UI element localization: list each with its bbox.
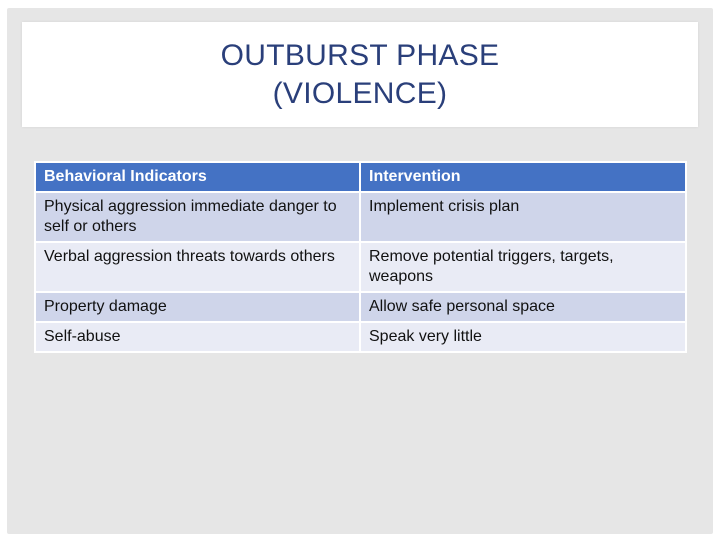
table-cell-indicator: Verbal aggression threats towards others bbox=[35, 242, 360, 292]
header-behavioral-indicators: Behavioral Indicators bbox=[35, 162, 360, 192]
table-cell-intervention: Speak very little bbox=[360, 322, 686, 352]
header-intervention: Intervention bbox=[360, 162, 686, 192]
table-cell-indicator: Self-abuse bbox=[35, 322, 360, 352]
slide-title-box bbox=[22, 22, 698, 127]
slide-title-line1: OUTBURST PHASE bbox=[220, 38, 500, 72]
table-cell-intervention: Implement crisis plan bbox=[360, 192, 686, 242]
table-row bbox=[35, 242, 686, 292]
table-row bbox=[35, 322, 686, 352]
table-row bbox=[35, 192, 686, 242]
table-row bbox=[35, 292, 686, 322]
slide-title-line2: (VIOLENCE) bbox=[272, 76, 448, 110]
indicator-table-container bbox=[34, 161, 685, 353]
table-cell-indicator: Physical aggression immediate danger to self or others bbox=[35, 192, 360, 242]
table-cell-indicator: Property damage bbox=[35, 292, 360, 322]
table-cell-intervention: Remove potential triggers, targets, weapons bbox=[360, 242, 686, 292]
table-header-row bbox=[35, 162, 686, 192]
indicator-table bbox=[34, 161, 687, 353]
table-cell-intervention: Allow safe personal space bbox=[360, 292, 686, 322]
